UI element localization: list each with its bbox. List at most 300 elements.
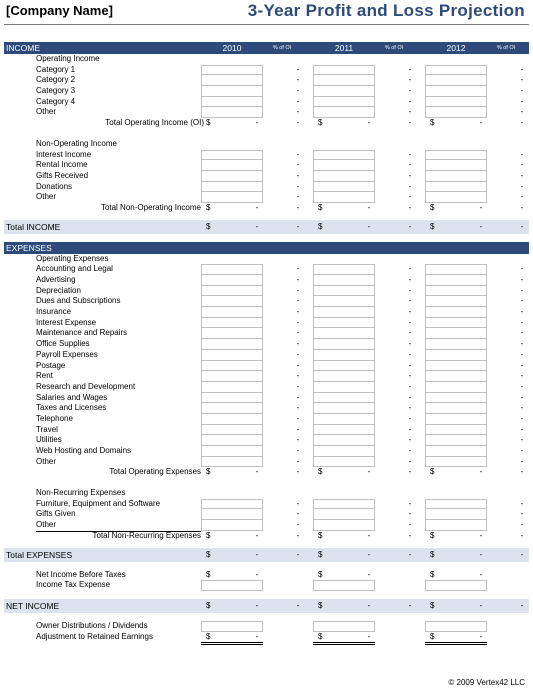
line-item-label: Insurance <box>36 307 72 317</box>
line-item-row <box>4 414 529 425</box>
amount-input[interactable] <box>425 171 487 182</box>
pct-value: - <box>520 75 524 85</box>
line-item-label: Category 3 <box>36 86 76 96</box>
pct-value: - <box>408 413 412 423</box>
line-item-label: Other <box>36 520 57 530</box>
line-item-row <box>4 446 529 457</box>
amount-input[interactable] <box>425 75 487 86</box>
total-underline <box>36 531 201 532</box>
amount-input[interactable] <box>201 65 263 76</box>
line-item-label: Other <box>36 456 57 466</box>
amount-input[interactable] <box>313 275 375 286</box>
line-item-row <box>4 382 529 393</box>
amount-input[interactable] <box>313 499 375 510</box>
amount-input[interactable] <box>425 328 487 339</box>
line-item-label: Office Supplies <box>36 339 90 349</box>
amount-input[interactable] <box>425 275 487 286</box>
band-label: NET INCOME <box>6 600 60 611</box>
spacer <box>4 234 529 242</box>
currency-symbol: $ <box>318 600 323 610</box>
pct-value: - <box>520 107 524 117</box>
line-item-row <box>4 509 529 520</box>
pct-value: - <box>408 424 412 434</box>
total-value: - <box>255 631 259 641</box>
amount-input[interactable] <box>201 382 263 393</box>
amount-input[interactable] <box>201 520 263 531</box>
currency-symbol: $ <box>430 600 435 610</box>
amount-input[interactable] <box>201 192 263 203</box>
total-value: - <box>367 221 371 231</box>
amount-input[interactable] <box>313 414 375 425</box>
pct-value: - <box>408 328 412 338</box>
amount-input[interactable] <box>313 286 375 297</box>
pct-value: - <box>520 456 524 466</box>
total-value: - <box>255 530 259 540</box>
pct-value: - <box>520 530 524 540</box>
pct-value: - <box>408 530 412 540</box>
pct-value: - <box>520 275 524 284</box>
operating-expenses-heading <box>4 254 529 265</box>
amount-input[interactable] <box>425 382 487 393</box>
total-value: - <box>479 530 483 540</box>
amount-input[interactable] <box>201 435 263 446</box>
line-item-label: Net Income Before Taxes <box>36 569 126 579</box>
line-item-row <box>4 264 529 275</box>
pct-value: - <box>408 221 412 231</box>
operating-income-heading <box>4 54 529 65</box>
amount-input[interactable] <box>425 192 487 203</box>
currency-symbol: $ <box>206 118 211 128</box>
currency-symbol: $ <box>430 569 435 579</box>
amount-input[interactable] <box>425 457 487 468</box>
pct-value: - <box>408 371 412 381</box>
pct-value: - <box>520 64 524 74</box>
total-value: - <box>479 569 483 579</box>
pct-value: - <box>296 160 300 170</box>
amount-input[interactable] <box>201 264 263 275</box>
amount-input[interactable] <box>313 307 375 318</box>
amount-input[interactable] <box>313 318 375 329</box>
amount-input[interactable] <box>425 361 487 372</box>
amount-input[interactable] <box>201 182 263 193</box>
amount-input[interactable] <box>313 86 375 97</box>
pct-value: - <box>520 160 524 170</box>
band-label: Total INCOME <box>6 221 61 232</box>
amount-input[interactable] <box>201 171 263 182</box>
pct-value: - <box>296 381 300 391</box>
pct-value: - <box>408 600 412 610</box>
pct-value: - <box>408 456 412 466</box>
amount-input[interactable] <box>425 307 487 318</box>
amount-input[interactable] <box>201 457 263 468</box>
year-header: 2010 <box>222 43 242 53</box>
currency-symbol: $ <box>206 221 211 231</box>
pct-value: - <box>520 202 524 212</box>
amount-input[interactable] <box>313 296 375 307</box>
pct-value: - <box>520 392 524 402</box>
pct-header: % of OI <box>272 45 292 51</box>
line-item-label: Dues and Subscriptions <box>36 296 121 306</box>
line-item-label: Telephone <box>36 413 73 423</box>
amount-input[interactable] <box>313 192 375 203</box>
line-item-row <box>4 296 529 307</box>
amount-input[interactable] <box>201 97 263 108</box>
pct-value: - <box>520 424 524 434</box>
amount-input[interactable] <box>313 509 375 520</box>
total-value: - <box>255 569 259 579</box>
total-value: - <box>367 549 371 559</box>
pct-value: - <box>296 285 300 295</box>
spacer <box>4 562 529 570</box>
amount-input[interactable] <box>425 520 487 531</box>
pct-value: - <box>520 170 524 180</box>
total-value: - <box>367 600 371 610</box>
pct-value: - <box>408 181 412 191</box>
amount-input[interactable] <box>201 107 263 118</box>
pct-value: - <box>408 118 412 128</box>
amount-input[interactable] <box>425 65 487 76</box>
amount-input[interactable] <box>201 361 263 372</box>
pct-value: - <box>296 64 300 74</box>
line-item-label: Travel <box>36 424 58 434</box>
amount-input[interactable] <box>425 339 487 350</box>
line-item-label: Gifts Given <box>36 509 76 519</box>
pct-value: - <box>408 509 412 519</box>
amount-input[interactable] <box>201 350 263 361</box>
line-item-label: Category 4 <box>36 96 76 106</box>
line-item-row <box>4 286 529 297</box>
amount-input[interactable] <box>425 86 487 97</box>
amount-input[interactable] <box>313 457 375 468</box>
line-item-label: Category 1 <box>36 64 76 74</box>
line-item-row <box>4 328 529 339</box>
pct-value: - <box>408 296 412 306</box>
line-item-row <box>4 435 529 446</box>
total-value: - <box>367 118 371 128</box>
amount-input[interactable] <box>201 371 263 382</box>
line-item-label: Payroll Expenses <box>36 349 98 359</box>
total-value: - <box>479 549 483 559</box>
amount-input[interactable] <box>201 414 263 425</box>
total-value: - <box>479 467 483 477</box>
year-header: 2011 <box>334 43 354 53</box>
pct-header: % of OI <box>496 45 516 51</box>
total-value: - <box>367 530 371 540</box>
pct-value: - <box>520 435 524 445</box>
amount-input[interactable] <box>201 446 263 457</box>
year-header: 2012 <box>446 43 466 53</box>
amount-input[interactable] <box>201 393 263 404</box>
line-item-label: Accounting and Legal <box>36 264 113 274</box>
pct-value: - <box>520 264 524 274</box>
line-item-row <box>4 107 529 118</box>
amount-input[interactable] <box>201 403 263 414</box>
total-value: - <box>479 202 483 212</box>
amount-input[interactable] <box>201 275 263 286</box>
pct-value: - <box>408 96 412 106</box>
total-value: - <box>367 631 371 641</box>
amount-input[interactable] <box>201 286 263 297</box>
amount-input[interactable] <box>201 150 263 161</box>
currency-symbol: $ <box>430 631 435 641</box>
currency-symbol: $ <box>318 530 323 540</box>
pct-value: - <box>520 221 524 231</box>
pct-value: - <box>296 296 300 306</box>
pct-value: - <box>296 107 300 117</box>
pct-value: - <box>296 530 300 540</box>
pct-value: - <box>408 170 412 180</box>
pct-value: - <box>520 192 524 202</box>
amount-input[interactable] <box>425 580 487 591</box>
amount-input[interactable] <box>313 350 375 361</box>
currency-symbol: $ <box>206 467 211 477</box>
total-value: - <box>255 118 259 128</box>
amount-input[interactable] <box>201 580 263 591</box>
pct-value: - <box>408 446 412 455</box>
amount-input[interactable] <box>425 150 487 161</box>
amount-input[interactable] <box>425 425 487 436</box>
currency-symbol: $ <box>318 467 323 477</box>
pct-value: - <box>408 75 412 85</box>
amount-input[interactable] <box>425 403 487 414</box>
amount-input[interactable] <box>313 382 375 393</box>
amount-input[interactable] <box>425 393 487 404</box>
pct-value: - <box>408 349 412 359</box>
currency-symbol: $ <box>206 569 211 579</box>
amount-input[interactable] <box>313 339 375 350</box>
amount-input[interactable] <box>201 296 263 307</box>
total-label: Total Non-Operating Income <box>100 202 201 212</box>
pct-value: - <box>408 275 412 284</box>
amount-input[interactable] <box>425 509 487 520</box>
amount-input[interactable] <box>425 286 487 297</box>
amount-input[interactable] <box>425 182 487 193</box>
total-value: - <box>367 569 371 579</box>
title-divider <box>4 24 529 25</box>
line-item-row <box>4 403 529 414</box>
amount-input[interactable] <box>425 350 487 361</box>
pct-value: - <box>408 160 412 170</box>
amount-input[interactable] <box>425 107 487 118</box>
total-label: Total Operating Income (OI) <box>105 118 204 128</box>
pct-value: - <box>408 498 412 508</box>
pct-value: - <box>520 96 524 106</box>
line-item-label: Owner Distributions / Dividends <box>36 620 148 630</box>
amount-input[interactable] <box>425 97 487 108</box>
pct-value: - <box>408 381 412 391</box>
amount-input[interactable] <box>313 435 375 446</box>
line-item-row <box>4 393 529 404</box>
subsection-heading: Non-Operating Income <box>36 138 117 148</box>
line-item-row <box>4 75 529 86</box>
amount-input[interactable] <box>313 403 375 414</box>
total-value: - <box>255 549 259 559</box>
line-item-row <box>4 621 529 632</box>
line-item-row <box>4 520 529 531</box>
pct-value: - <box>296 600 300 610</box>
currency-symbol: $ <box>318 569 323 579</box>
amount-input[interactable] <box>313 328 375 339</box>
amount-input[interactable] <box>425 371 487 382</box>
pct-value: - <box>520 520 524 530</box>
currency-symbol: $ <box>430 549 435 559</box>
amount-input[interactable] <box>425 446 487 457</box>
amount-input[interactable] <box>201 160 263 171</box>
amount-input[interactable] <box>313 160 375 171</box>
amount-input[interactable] <box>201 621 263 632</box>
pct-value: - <box>408 520 412 530</box>
pct-value: - <box>296 86 300 96</box>
pct-value: - <box>520 467 524 477</box>
amount-input[interactable] <box>425 499 487 510</box>
line-item-label: Rent <box>36 371 53 381</box>
total-label: Total Operating Expenses <box>109 467 201 477</box>
line-item-label: Furniture, Equipment and Software <box>36 498 161 508</box>
pct-value: - <box>408 317 412 327</box>
amount-input[interactable] <box>313 446 375 457</box>
line-item-label: Other <box>36 107 57 117</box>
amount-input[interactable] <box>313 65 375 76</box>
operating-income-total-row <box>4 118 529 129</box>
currency-symbol: $ <box>318 549 323 559</box>
amount-input[interactable] <box>313 171 375 182</box>
amount-input[interactable] <box>201 75 263 86</box>
pct-value: - <box>408 264 412 274</box>
currency-symbol: $ <box>318 202 323 212</box>
pct-value: - <box>296 96 300 106</box>
amount-input[interactable] <box>201 509 263 520</box>
amount-input[interactable] <box>425 318 487 329</box>
copyright: © 2009 Vertex42 LLC <box>448 678 525 687</box>
currency-symbol: $ <box>430 221 435 231</box>
line-item-row <box>4 425 529 436</box>
amount-input[interactable] <box>201 86 263 97</box>
pct-value: - <box>296 520 300 530</box>
line-item-row <box>4 160 529 171</box>
amount-input[interactable] <box>313 75 375 86</box>
currency-symbol: $ <box>206 600 211 610</box>
amount-input[interactable] <box>313 520 375 531</box>
pct-value: - <box>296 317 300 327</box>
pct-value: - <box>296 221 300 231</box>
line-item-row <box>4 318 529 329</box>
double-underline <box>313 642 375 645</box>
line-item-row <box>4 86 529 97</box>
pct-value: - <box>520 285 524 295</box>
pct-value: - <box>296 549 300 559</box>
pct-value: - <box>296 192 300 202</box>
amount-input[interactable] <box>425 621 487 632</box>
amount-input[interactable] <box>313 150 375 161</box>
pct-value: - <box>408 86 412 96</box>
amount-input[interactable] <box>201 318 263 329</box>
line-item-row <box>4 182 529 193</box>
line-item-row <box>4 457 529 468</box>
amount-input[interactable] <box>313 425 375 436</box>
pct-value: - <box>296 118 300 128</box>
line-item-row <box>4 307 529 318</box>
nonrec-expenses-heading <box>4 488 529 499</box>
currency-symbol: $ <box>206 202 211 212</box>
amount-input[interactable] <box>201 339 263 350</box>
amount-input[interactable] <box>201 425 263 436</box>
double-underline <box>425 642 487 645</box>
line-item-row <box>4 339 529 350</box>
total-value: - <box>479 631 483 641</box>
line-item-label: Other <box>36 192 57 202</box>
currency-symbol: $ <box>318 221 323 231</box>
section-label: EXPENSES <box>6 242 52 253</box>
spacer <box>4 613 529 621</box>
amount-input[interactable] <box>313 182 375 193</box>
line-item-label: Interest Expense <box>36 317 97 327</box>
pct-value: - <box>296 75 300 85</box>
line-item-label: Interest Income <box>36 149 92 159</box>
amount-input[interactable] <box>313 621 375 632</box>
pct-value: - <box>296 349 300 359</box>
currency-symbol: $ <box>430 202 435 212</box>
amount-input[interactable] <box>425 414 487 425</box>
amount-input[interactable] <box>425 160 487 171</box>
line-item-row <box>4 97 529 108</box>
amount-input[interactable] <box>201 307 263 318</box>
pct-value: - <box>408 403 412 413</box>
pct-value: - <box>408 149 412 159</box>
company-name[interactable]: [Company Name] <box>6 3 113 18</box>
double-underline <box>201 642 263 645</box>
total-value: - <box>479 221 483 231</box>
pct-value: - <box>408 192 412 202</box>
band-label: Total EXPENSES <box>6 549 73 560</box>
amount-input[interactable] <box>201 328 263 339</box>
amount-input[interactable] <box>313 580 375 591</box>
pct-value: - <box>296 328 300 338</box>
amount-input[interactable] <box>313 264 375 275</box>
amount-input[interactable] <box>425 296 487 307</box>
amount-input[interactable] <box>425 435 487 446</box>
pct-value: - <box>520 181 524 191</box>
subsection-heading: Non-Recurring Expenses <box>36 488 126 498</box>
amount-input[interactable] <box>201 499 263 510</box>
pct-value: - <box>520 413 524 423</box>
line-item-row <box>4 150 529 161</box>
pct-value: - <box>296 339 300 349</box>
pct-value: - <box>296 498 300 508</box>
pct-value: - <box>408 549 412 559</box>
pct-value: - <box>520 371 524 381</box>
total-value: - <box>255 221 259 231</box>
spacer <box>4 129 529 139</box>
amount-input[interactable] <box>313 361 375 372</box>
line-item-label: Salaries and Wages <box>36 392 108 402</box>
pct-value: - <box>520 86 524 96</box>
pct-value: - <box>408 285 412 295</box>
line-item-row <box>4 171 529 182</box>
pct-value: - <box>408 202 412 212</box>
section-label: INCOME <box>6 43 40 53</box>
amount-input[interactable] <box>425 264 487 275</box>
nonop-income-total-row <box>4 203 529 214</box>
income-header <box>4 42 529 54</box>
line-item-label: Income Tax Expense <box>36 580 111 590</box>
amount-input[interactable] <box>313 97 375 108</box>
amount-input[interactable] <box>313 371 375 382</box>
pct-value: - <box>520 381 524 391</box>
total-value: - <box>479 600 483 610</box>
line-item-label: Rental Income <box>36 160 88 170</box>
amount-input[interactable] <box>313 107 375 118</box>
amount-input[interactable] <box>313 393 375 404</box>
